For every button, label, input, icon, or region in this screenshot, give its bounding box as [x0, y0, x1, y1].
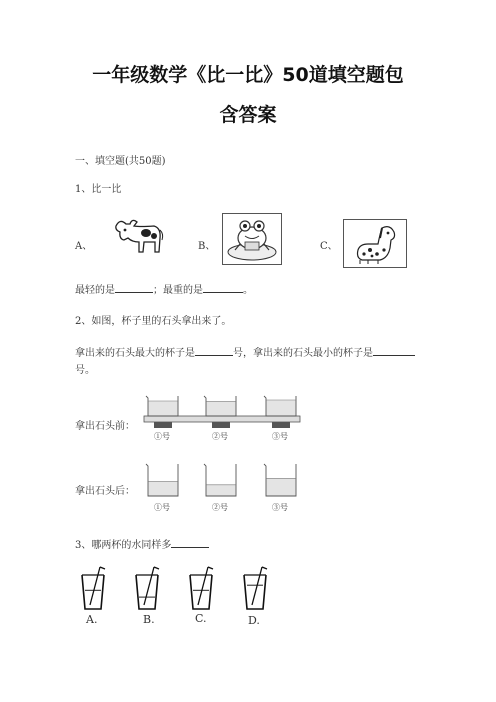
cow-icon	[110, 212, 165, 258]
question-1-title: 1、比一比	[75, 184, 122, 195]
before-cup-1	[146, 396, 178, 416]
shelf-stand-3	[272, 422, 290, 428]
dog-icon	[343, 219, 407, 268]
q1-option-b-label: B、	[198, 241, 216, 252]
shelf-stand-1	[154, 422, 172, 428]
after-label: 拿出石头后：	[75, 486, 135, 497]
answer-blank-smallest-stone[interactable]	[373, 346, 415, 356]
answer-blank-heaviest[interactable]	[203, 283, 243, 293]
q1-fill-line	[75, 281, 253, 296]
before-cup-label-1: ①号	[154, 432, 170, 441]
after-cup-1	[146, 464, 178, 496]
q3-text: 3、哪两杯的水同样多	[75, 540, 172, 551]
question-3-title	[75, 536, 209, 551]
after-cups-figure	[142, 460, 302, 500]
q1-option-a-label: A、	[75, 241, 93, 252]
before-cup-2	[204, 396, 236, 416]
answer-blank-same-water[interactable]	[171, 538, 209, 548]
glass-D	[244, 567, 267, 609]
q2-fill-line-1	[75, 344, 415, 359]
q3-option-a[interactable]: A.	[86, 613, 98, 626]
q2-text-b: 号，拿出来的石头最小的杯子是	[233, 348, 373, 359]
section-heading: 一、填空题(共50题)	[75, 156, 166, 167]
q1-fill-text-3: 。	[243, 285, 253, 296]
q1-option-c-label: C、	[320, 241, 338, 252]
q3-option-b[interactable]: B.	[143, 613, 155, 626]
after-cup-2	[204, 464, 236, 496]
answer-blank-largest-stone[interactable]	[195, 346, 233, 356]
after-cup-label-3: ③号	[272, 503, 288, 512]
shelf-stand-2	[212, 422, 230, 428]
q3-option-d[interactable]: D.	[248, 614, 260, 627]
q3-option-c[interactable]: C.	[195, 612, 207, 625]
glass-C	[190, 567, 213, 609]
page-title-line2: 含答案	[219, 104, 277, 126]
before-label: 拿出石头前：	[75, 421, 135, 432]
answer-blank-lightest[interactable]	[115, 283, 153, 293]
frog-icon	[222, 213, 282, 265]
q2-text-a: 拿出来的石头最大的杯子是	[75, 348, 195, 359]
page-title: 一年级数学《比一比》50道填空题包	[92, 64, 404, 86]
glass-B	[136, 567, 159, 609]
before-cup-3	[264, 396, 296, 416]
question-2-title: 2、如图，杯子里的石头拿出来了。	[75, 316, 232, 327]
glasses-figure	[76, 565, 276, 613]
glass-A	[82, 567, 105, 609]
after-cup-label-1: ①号	[154, 503, 170, 512]
after-cup-3	[264, 464, 296, 496]
before-cup-label-2: ②号	[212, 432, 228, 441]
after-cup-label-2: ②号	[212, 503, 228, 512]
before-cup-label-3: ③号	[272, 432, 288, 441]
q2-fill-line-2: 号。	[75, 365, 95, 376]
q1-fill-text-1: 最轻的是	[75, 285, 115, 296]
q1-fill-text-2: ；最重的是	[153, 285, 203, 296]
